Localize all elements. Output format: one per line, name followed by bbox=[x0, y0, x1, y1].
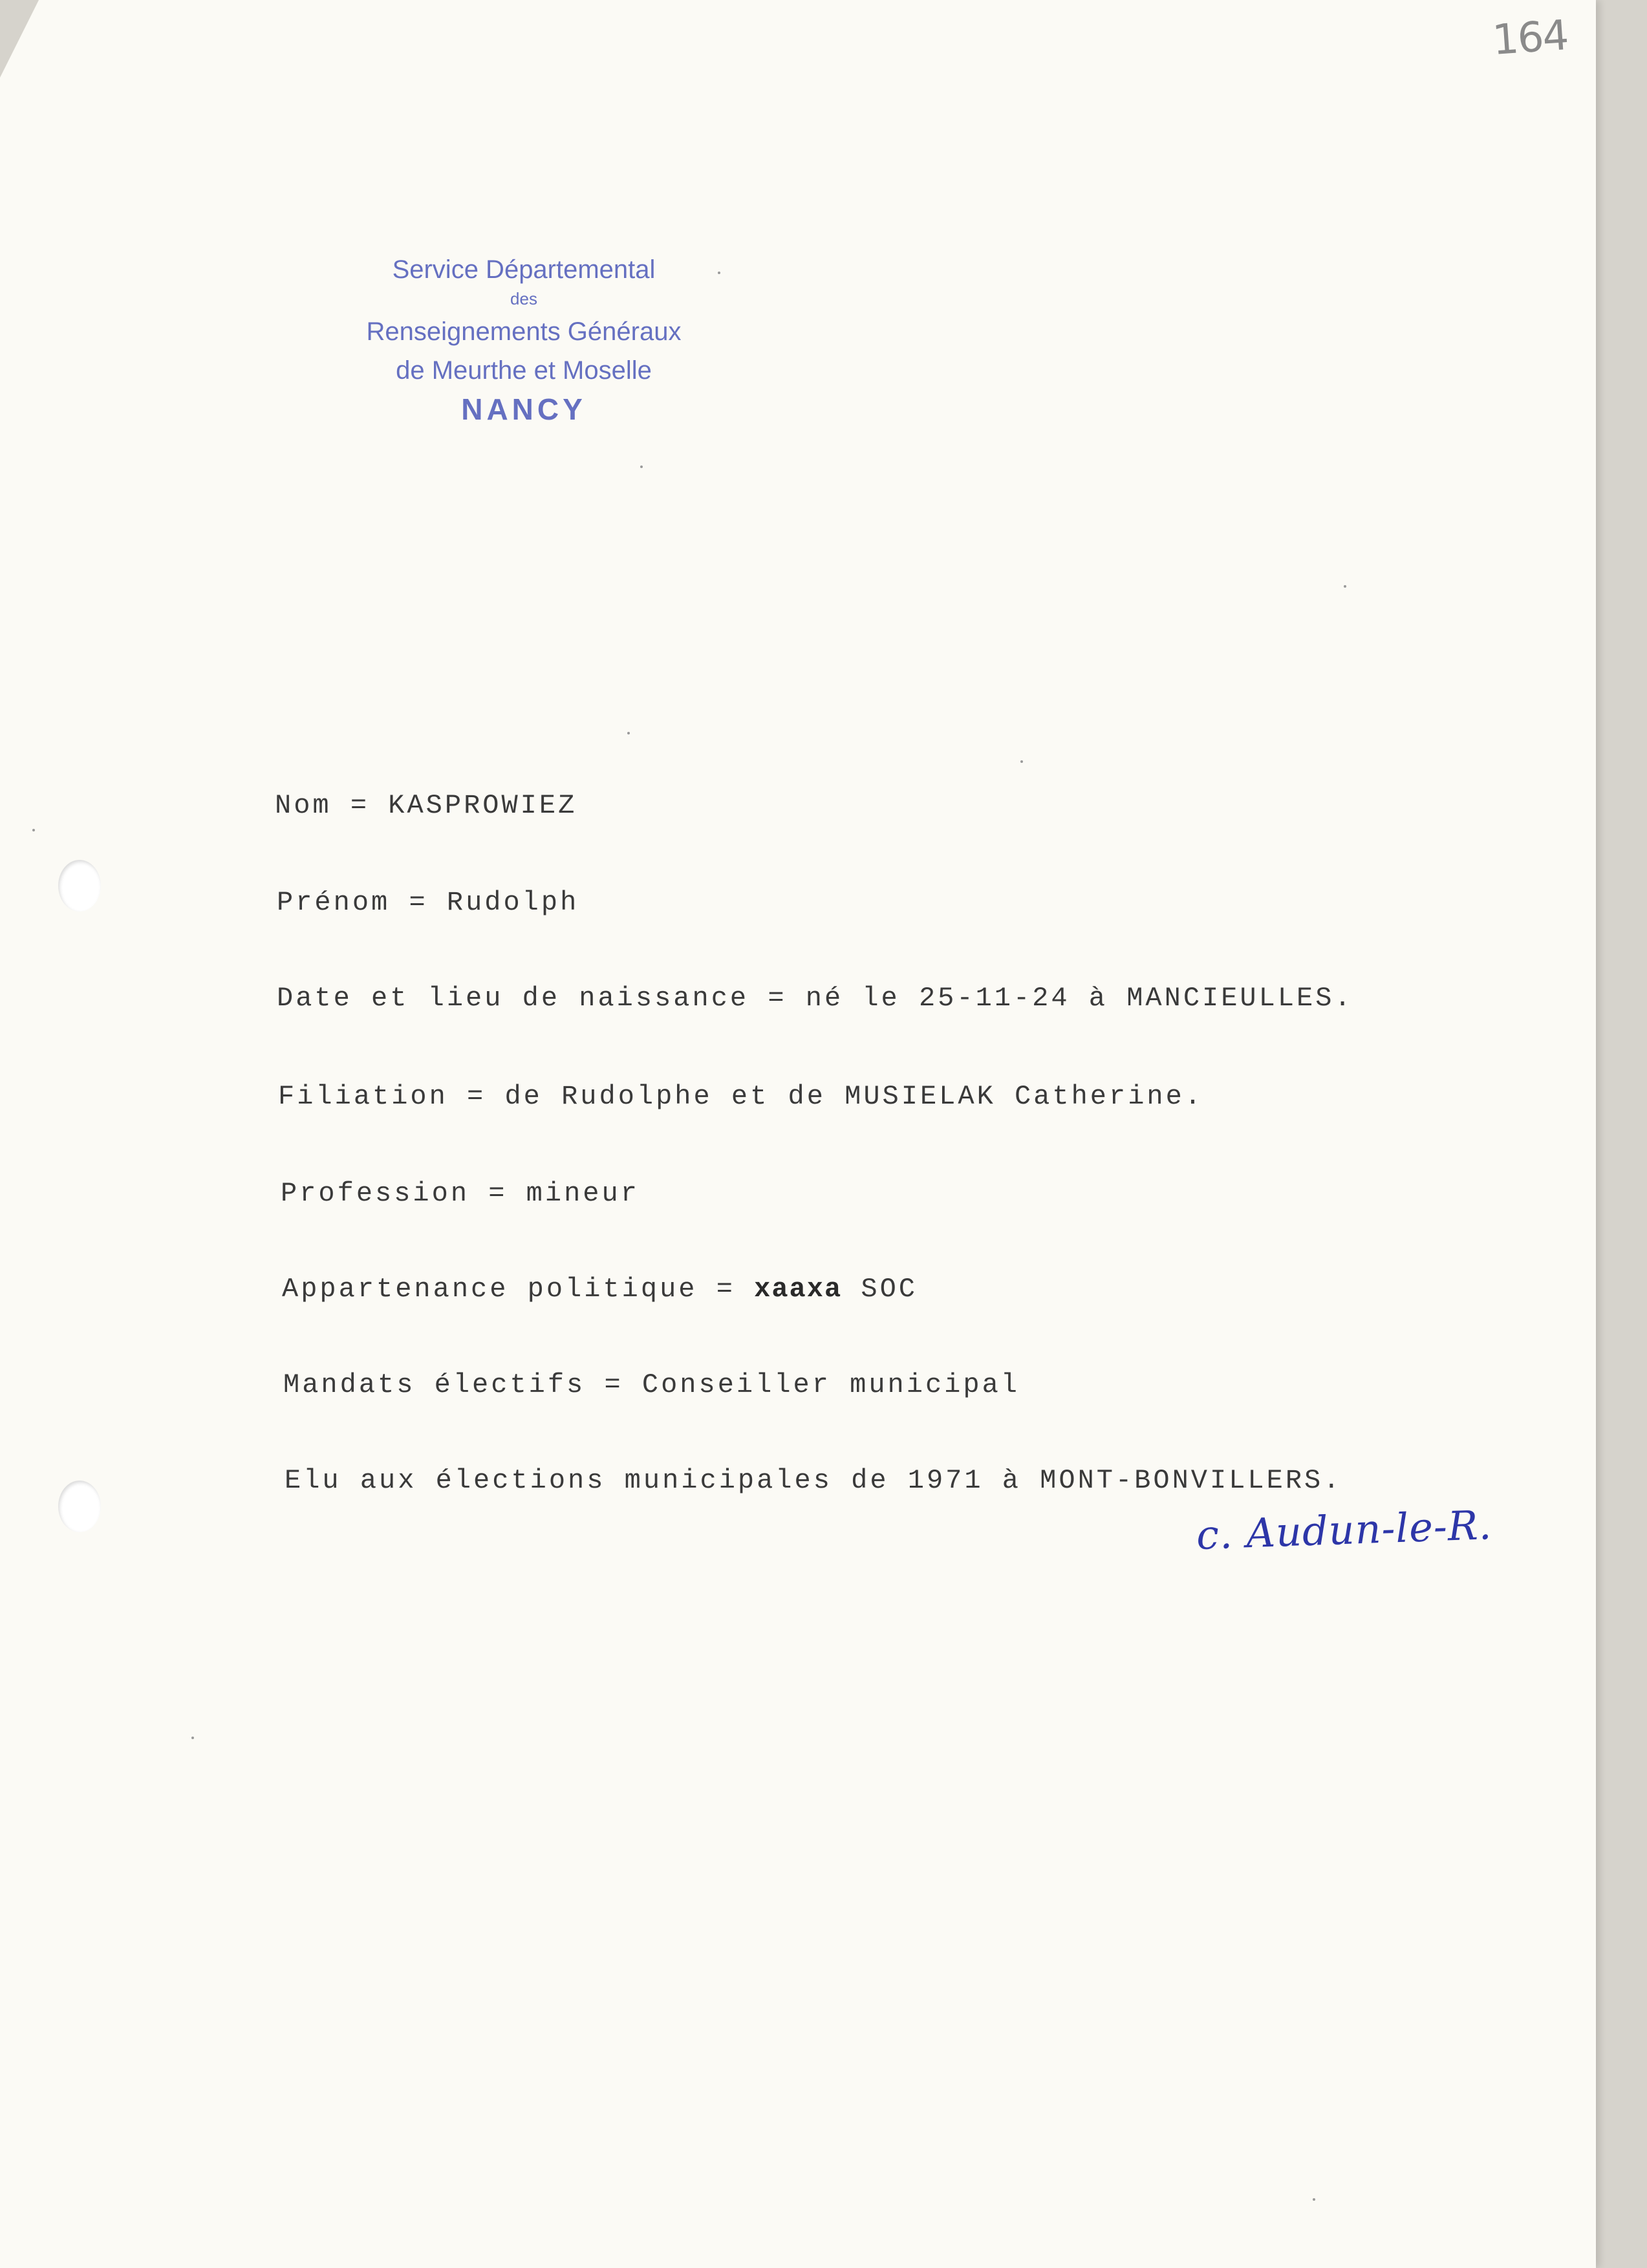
punch-hole-bottom bbox=[58, 1481, 101, 1532]
field-value: KASPROWIEZ bbox=[388, 790, 577, 821]
page-number: 164 bbox=[1491, 12, 1569, 65]
paper-speck bbox=[32, 829, 35, 831]
field-label: Mandats électifs bbox=[283, 1369, 586, 1400]
struck-out-text: xaaxa bbox=[754, 1274, 843, 1305]
field-value: mineur bbox=[526, 1178, 640, 1209]
punch-hole-top bbox=[58, 860, 101, 912]
field-value: SOC bbox=[861, 1274, 918, 1305]
field-prenom: Prénom = Rudolph bbox=[277, 887, 579, 918]
field-label: Profession bbox=[281, 1178, 470, 1209]
field-label: Date et lieu de naissance bbox=[277, 983, 749, 1014]
field-value: né le 25-11-24 à MANCIEULLES. bbox=[805, 983, 1353, 1014]
paper-speck bbox=[1313, 2198, 1315, 2201]
stamp-line-city: NANCY bbox=[461, 392, 587, 426]
field-mandats: Mandats électifs = Conseiller municipal bbox=[283, 1369, 1020, 1400]
field-label: Prénom bbox=[277, 887, 391, 918]
paper-speck bbox=[191, 1737, 194, 1739]
field-nom: Nom = KASPROWIEZ bbox=[275, 790, 577, 821]
field-profession: Profession = mineur bbox=[281, 1178, 640, 1209]
field-naissance: Date et lieu de naissance = né le 25-11-24 à MANCIEULLES. bbox=[277, 983, 1353, 1014]
handwritten-annotation: c. Audun-le-R. bbox=[1195, 1501, 1493, 1559]
field-value: de Rudolphe et de MUSIELAK Catherine. bbox=[504, 1081, 1204, 1112]
paper-speck bbox=[718, 272, 720, 274]
stamp-line-service: Service Départemental bbox=[392, 255, 656, 284]
paper-speck bbox=[627, 732, 630, 734]
paper-speck bbox=[1344, 585, 1346, 588]
field-appartenance: Appartenance politique = xaaxa SOC bbox=[282, 1274, 918, 1305]
paper-speck bbox=[1020, 760, 1023, 763]
field-filiation: Filiation = de Rudolphe et de MUSIELAK Catherine. bbox=[278, 1081, 1204, 1112]
agency-stamp bbox=[362, 253, 685, 429]
field-label: Filiation bbox=[278, 1081, 448, 1112]
election-note: Elu aux élections municipales de 1971 à MONT-BONVILLERS. bbox=[285, 1465, 1342, 1496]
field-label: Appartenance politique bbox=[282, 1274, 698, 1305]
stamp-line-departement: de Meurthe et Moselle bbox=[396, 356, 652, 385]
field-value: Conseiller municipal bbox=[641, 1369, 1020, 1400]
stamp-line-renseignements: Renseignements Généraux bbox=[366, 317, 682, 346]
paper-speck bbox=[640, 465, 643, 468]
folded-corner bbox=[0, 0, 39, 78]
stamp-line-des: des bbox=[510, 289, 537, 308]
field-label: Nom bbox=[275, 790, 332, 821]
field-value: Rudolph bbox=[446, 887, 579, 918]
